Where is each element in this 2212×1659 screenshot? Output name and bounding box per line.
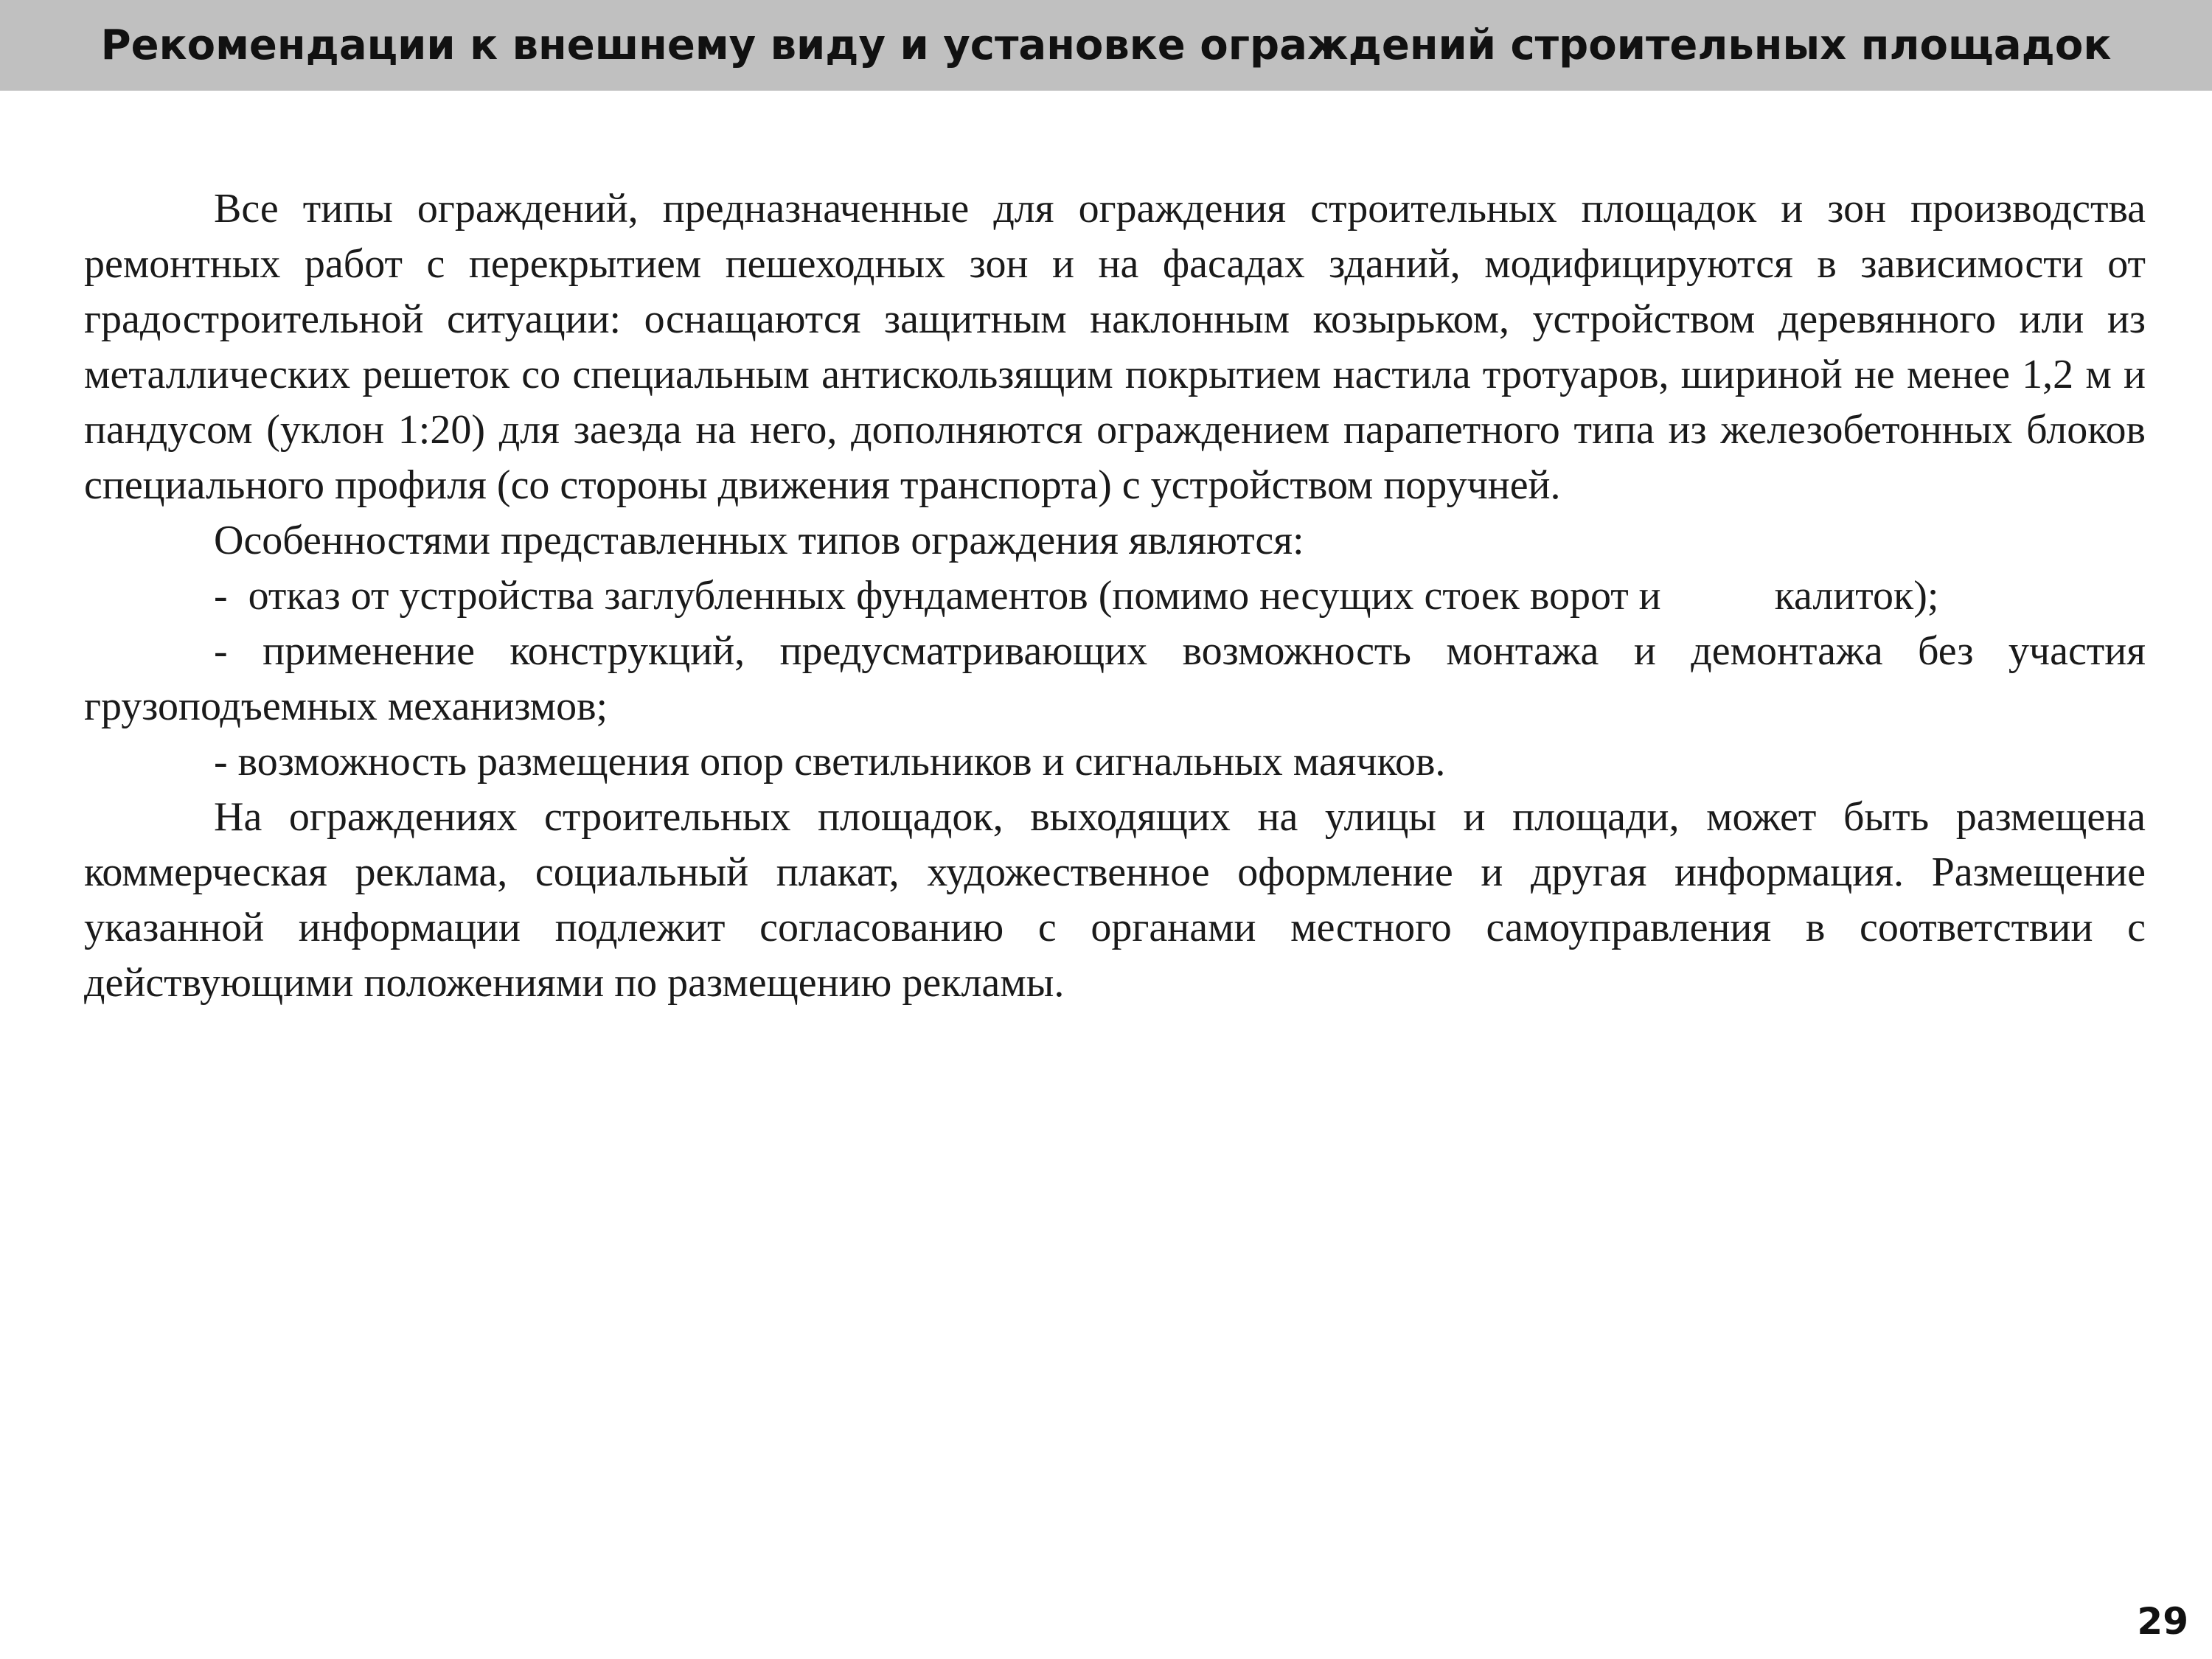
paragraph: Все типы ограждений, предназначенные для ограждения строительных площадок и зон производства ремонтных работ с перекрытием пешеходных зон и на фасадах зданий, модифицируются в зависимости от градостроительной ситуации: оснащаются защитным наклонным козырьком, устройством деревянного или из металлических решеток со специальным антискользящим покрытием настила тротуаров, шириной не менее 1,2 м и пандусом (уклон 1:20) для заезда на него, дополняются ограждением парапетного типа из железобетонных блоков специального профиля (со стороны движения транспорта) с устройством поручней. bbox=[84, 186, 2146, 508]
header-bar bbox=[0, 0, 2212, 91]
paragraph: Особенностями представленных типов ограждения являются: bbox=[214, 518, 1304, 563]
page-number: 29 bbox=[2137, 1600, 2188, 1643]
document-body bbox=[84, 181, 2146, 1011]
list-item: - возможность размещения опор светильников и сигнальных маячков. bbox=[214, 739, 1446, 785]
list-item: - отказ от устройства заглубленных фундаментов (помимо несущих стоек ворот и калиток); bbox=[214, 573, 1939, 619]
list-item: - применение конструкций, предусматривающих возможность монтажа и демонтажа без участия грузоподъемных механизмов; bbox=[84, 628, 2146, 729]
page-title: Рекомендации к внешнему виду и установке ограждений строительных площадок bbox=[100, 21, 2112, 69]
paragraph: На ограждениях строительных площадок, выходящих на улицы и площади, может быть размещена коммерческая реклама, социальный плакат, художественное оформление и другая информация. Размещение указанной информации подлежит согласованию с органами местного самоуправления в соответствии с действующими положениями по размещению рекламы. bbox=[84, 794, 2146, 1006]
